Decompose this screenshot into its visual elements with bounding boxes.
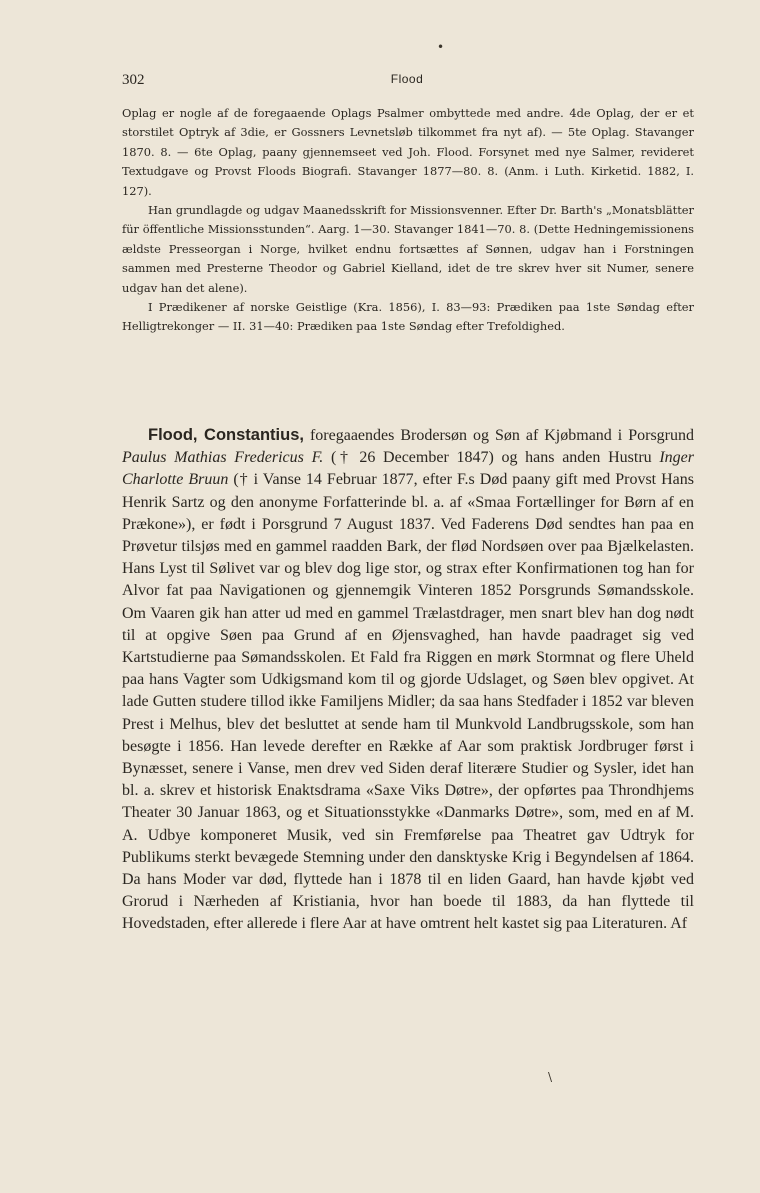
entry-text-3: († i Vanse 14 Februar 1877, efter F.s Død paany gift med Provst Hans Henrik Sartz og den anonyme Forfatterinde bl. a. af «Smaa Fortællinger for Børn af en Prækone»), er født i Porsgrund 7 August 1837. Ved Faderens Død sendtes han paa en Prøvetur tilsjøs med en gammel raadden Bark, der flød Nordsøen over paa Bjælkelasten. Hans Lyst til Sølivet var og blev dog lige stor, og strax efter Konfirmationen tog han for Alvor fat paa Navigationen og gjennemgik Vinteren 1852 Porsgrunds Sømandsskole. Om Vaaren gik han atter ud med en gammel Trælastdrager, men snart blev han dog nødt til at opgive Søen paa Grund af en Øjensvaghed, han havde paadraget sig ved Kartstudierne paa Sømandsskolen. Et Fald fra Riggen en mørk Stormnat og flere Uheld paa hans Vagter som Udkigsmand kom til og gjorde Udslaget, og Søen blev opgivet. At lade Gutten studere tillod ikke Familjens Midler; da saa hans Stedfader i 1852 var bleven Prest i Melhus, blev det besluttet at sende ham til Munkvold Landbrugsskole, som han besøgte i 1856. Han levede derefter en Række af Aar som praktisk Jordbruger først i Bynæsset, senere i Vanse, men drev ved Siden deraf literære Studier og Sysler, idet han bl. a. skrev et historisk Enaktsdrama «Saxe Viks Døtre», der opførtes paa Throndhjems Theater 30 Januar 1863, og et Situationsstykke «Danmarks Døtre», som, med en af M. A. Udbye komponeret Musik, ved sin Fremførelse paa Theatret gav Udtryk for Publikums sterkt bevægede Stemning under den dansktyske Krig i Begyndelsen af 1864. Da hans Moder var død, flyttede han i 1878 til en liden Gaard, han havde kjøbt ved Grorud i Nærheden af Kristiania, hvor han boede til 1883, da han flyttede til Hovedstaden, efter allerede i flere Aar at have omtrent helt kastet sig paa Literaturen. Af bbox=[122, 471, 694, 933]
page-header bbox=[122, 72, 692, 92]
entry-text-2: († 26 December 1847) og hans anden Hustru bbox=[323, 449, 660, 467]
ink-spot-mark: • bbox=[437, 40, 445, 54]
page-number: 302 bbox=[122, 72, 145, 88]
small-paragraph-3: I Prædikener af norske Geistlige (Kra. 1856), I. 83—93: Prædiken paa 1ste Søndag efter Helligtrekonger — II. 31—40: Prædiken paa 1ste Søndag efter Trefoldighed. bbox=[122, 300, 694, 334]
small-paragraph-2: Han grundlagde og udgav Maanedsskrift for Missionsvenner. Efter Dr. Barth's „Monatsblätter für öffentliche Missionsstunden“. Aarg. 1—30. Stavanger 1841—70. 8. (Dette Hedningemissionens ældste Presseorgan i Norge, hvilket endnu fortsættes af Sønnen, udgav han i Forstningen sammen med Presterne Theodor og Gabriel Kielland, idet de tre skrev hver sit Numer, senere udgav han det alene). bbox=[122, 203, 694, 295]
entry-text-1: foregaaendes Brodersøn og Søn af Kjøbmand i Porsgrund bbox=[303, 427, 694, 444]
father-name: Paulus Mathias Fredericus F. bbox=[122, 449, 324, 467]
pencil-mark: \ bbox=[548, 1070, 553, 1084]
entry-paragraph bbox=[122, 424, 694, 936]
small-paragraph-1: Oplag er nogle af de foregaaende Oplags Psalmer ombyttede med andre. 4de Oplag, der er et storstilet Optryk af 3die, er Gossners Levnetsløb tilkommet fra nyt af). — 5te Oplag. Stavanger 1870. 8. — 6te Oplag, paany gjennemseet ved Joh. Flood. Forsynet med nye Salmer, revideret Textudgave og Provst Floods Biografi. Stavanger 1877—80. 8. (Anm. i Luth. Kirketid. 1882, I. 127). bbox=[122, 106, 694, 198]
main-entry bbox=[122, 424, 694, 936]
small-print-section bbox=[122, 104, 694, 337]
mother-name: Inger Charlotte Bruun bbox=[122, 449, 694, 489]
running-head: Flood bbox=[390, 72, 424, 86]
entry-name: Flood, Constantius, bbox=[148, 426, 304, 444]
